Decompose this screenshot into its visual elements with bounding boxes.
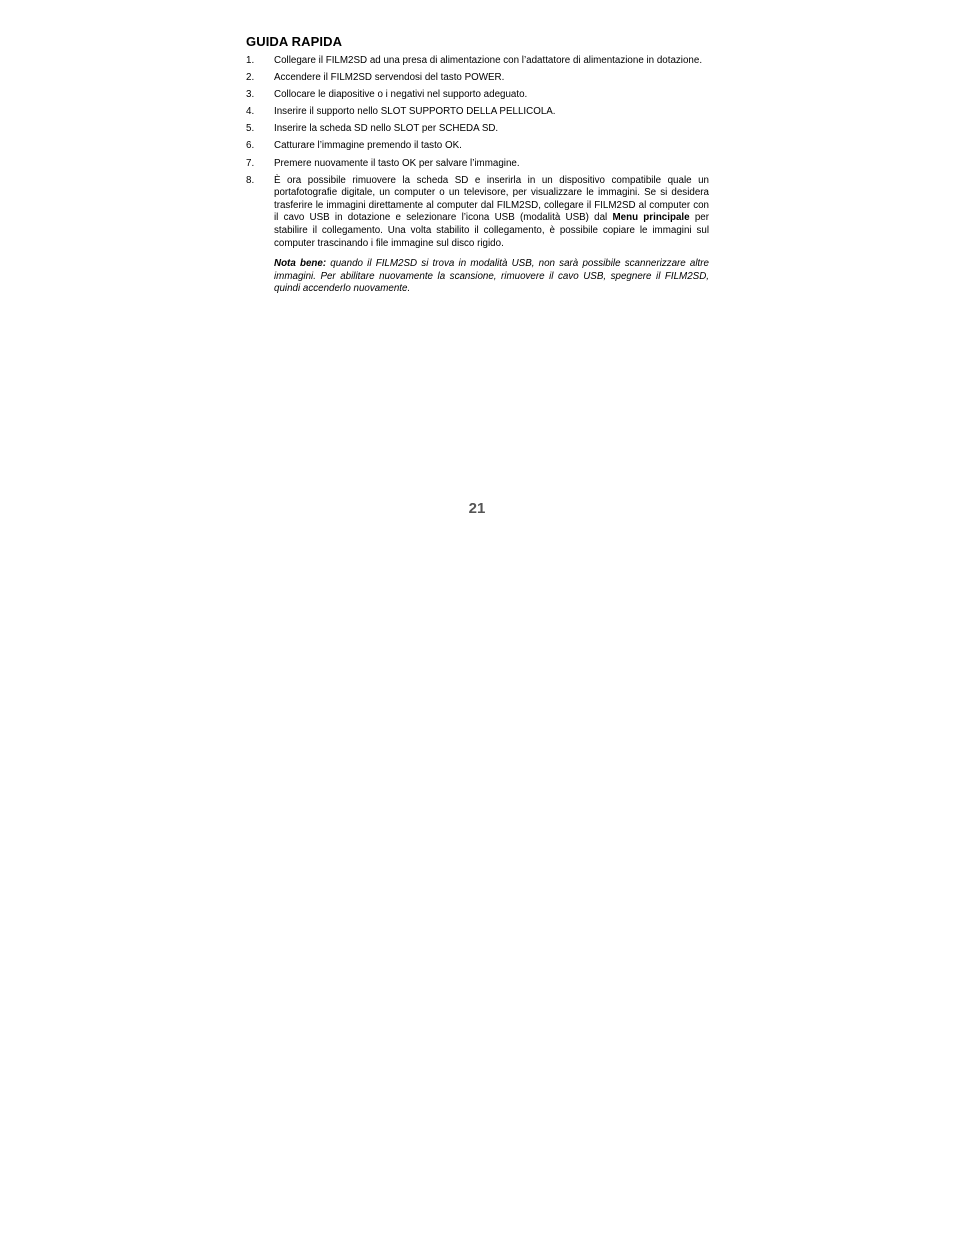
step-number: 7. bbox=[246, 157, 255, 169]
step-number: 2. bbox=[246, 72, 255, 84]
list-item bbox=[246, 106, 709, 119]
list-item bbox=[246, 55, 709, 68]
steps-list bbox=[246, 55, 709, 250]
step-text: Collocare le diapositive o i negativi nel supporto adeguato. bbox=[274, 89, 528, 101]
step-text: Collegare il FILM2SD ad una presa di alimentazione con l’adattatore di alimentazione in dotazione. bbox=[274, 55, 703, 66]
step-text: Inserire la scheda SD nello SLOT per SCHEDA SD. bbox=[274, 123, 499, 135]
list-item bbox=[246, 123, 709, 136]
step-text: Premere nuovamente il tasto OK per salvare l’immagine. bbox=[274, 157, 520, 169]
step-text: Catturare l’immagine premendo il tasto OK. bbox=[274, 140, 462, 152]
step-number: 3. bbox=[246, 89, 255, 101]
list-item bbox=[246, 140, 709, 153]
list-item bbox=[246, 158, 709, 171]
step-text-part: È ora possibile rimuovere la scheda SD e inserirla in un dispositivo compatibile quale un portafotografie digitale, un computer o un televisore, per visualizzare le immagini. Se si desidera trasferire le immagini direttamente al computer dal FILM2SD, collegare il FILM2SD al computer con il cavo USB in dotazione e selezionare l’icona USB (modalità USB) dal bbox=[274, 174, 709, 224]
list-item bbox=[246, 175, 709, 251]
section-title: GUIDA RAPIDA bbox=[246, 34, 343, 49]
step-text-part: per stabilire il collegamento. Una volta stabilito il collegamento, è possibile copiare le immagini sul computer trascinando i file immagine sul disco rigido. bbox=[274, 212, 709, 249]
step-number: 5. bbox=[246, 123, 255, 135]
note-label: Nota bene: bbox=[274, 258, 327, 270]
list-item bbox=[246, 89, 709, 102]
menu-name-bold: Menu principale bbox=[612, 212, 690, 224]
step-number: 1. bbox=[246, 55, 255, 66]
step-number: 4. bbox=[246, 106, 255, 118]
step-number: 6. bbox=[246, 140, 255, 152]
step-text: Accendere il FILM2SD servendosi del tasto POWER. bbox=[274, 72, 505, 84]
note-text: quando il FILM2SD si trova in modalità USB, non sarà possibile scannerizzare altre immagini. Per abilitare nuovamente la scansione, rimuovere il cavo USB, spegnere il FILM2SD, quindi accenderlo nuovamente. bbox=[274, 258, 709, 295]
step-text: Inserire il supporto nello SLOT SUPPORTO DELLA PELLICOLA. bbox=[274, 106, 556, 118]
note-paragraph bbox=[274, 258, 709, 296]
quick-guide-section bbox=[246, 34, 709, 306]
page-number: 21 bbox=[468, 500, 486, 517]
step-number: 8. bbox=[246, 174, 255, 186]
list-item bbox=[246, 72, 709, 85]
step-text bbox=[274, 175, 709, 251]
